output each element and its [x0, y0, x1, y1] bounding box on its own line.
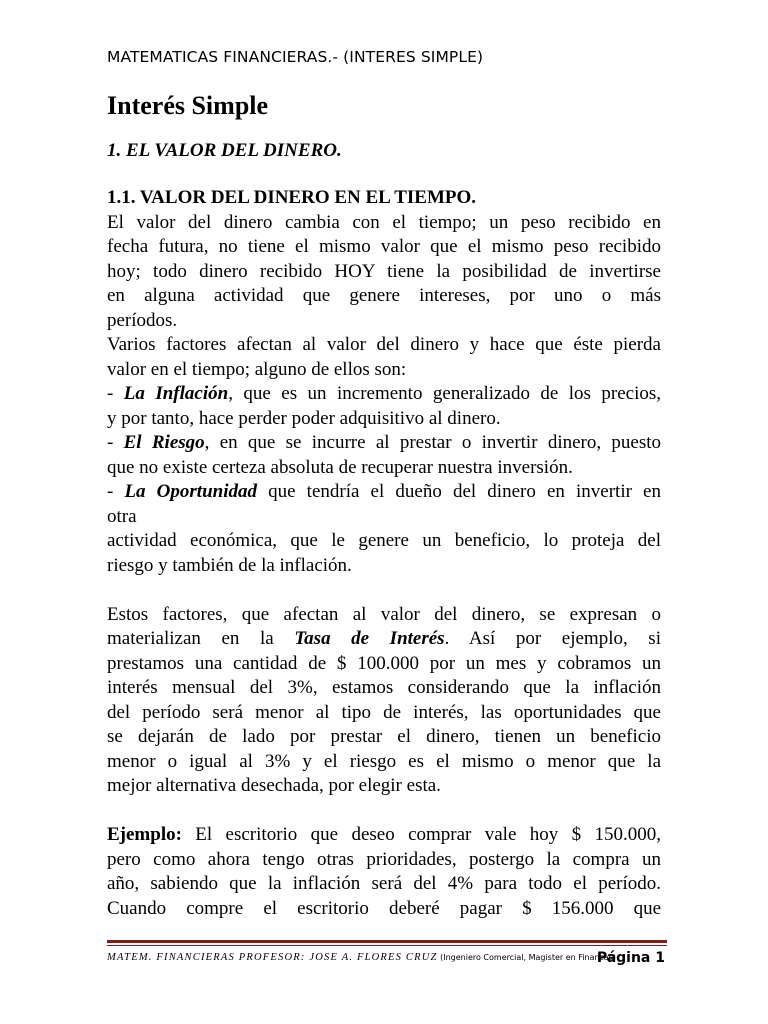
opportunity-line-4: riesgo y también de la inflación. [107, 554, 352, 576]
page-number: Página 1 [596, 950, 665, 966]
rate-line: interés mensual del 3%, estamos considerando que la inflación [107, 677, 661, 698]
footer-author-name: MATEM. FINANCIERAS PROFESOR: JOSE A. FLORES CRUZ [107, 952, 438, 963]
risk-item [107, 431, 661, 456]
rate-line: menor o igual al 3% y el riesgo es el mismo o menor que la [107, 750, 661, 772]
rate-line: Estos factores, que afectan al valor del dinero, se expresan o [107, 603, 661, 625]
example-label: Ejemplo: [107, 824, 182, 845]
risk-term: El Riesgo [123, 432, 205, 453]
section-heading-1: 1. EL VALOR DEL DINERO. [107, 140, 342, 161]
intro-line: fecha futura, no tiene el mismo valor que el mismo peso recibido [107, 236, 661, 257]
paragraph-gap [107, 799, 661, 824]
footer-rule [107, 940, 667, 943]
intro-line: períodos. [107, 309, 178, 331]
inflation-item [107, 382, 661, 407]
bullet-dash: - [107, 383, 124, 404]
rate-line-2-pre: materializan en la [107, 628, 295, 649]
intro-line: hoy; todo dinero recibido HOY tiene la posibilidad de invertirse [107, 260, 661, 282]
interest-rate-term: Tasa de Interés [294, 628, 445, 649]
intro-line: El valor del dinero cambia con el tiempo; un peso recibido en [107, 211, 661, 233]
footer-author-credentials: (Ingeniero Comercial, Magister en Finanzas) [437, 953, 616, 962]
inflation-text: , que es un incremento generalizado de los precios, [228, 383, 662, 404]
example-line: pero como ahora tengo otras prioridades, postergo la compra un [107, 848, 661, 870]
page-footer [107, 950, 667, 968]
example-line: año, sabiendo que la inflación será del 4% para todo el período. [107, 873, 661, 894]
paragraph-gap [107, 578, 661, 603]
rate-line: prestamos una cantidad de $ 100.000 por un mes y cobramos un [107, 652, 661, 674]
footer-author [107, 952, 616, 963]
example-text: El escritorio que deseo comprar vale hoy $ 150.000, [181, 824, 661, 845]
bullet-dash: - [107, 481, 125, 502]
example-line [107, 823, 661, 848]
rate-line-2-post: . Así por ejemplo, si [444, 628, 661, 649]
opportunity-text: que tendría el dueño del dinero en invertir en [257, 481, 661, 502]
opportunity-line-2: otra [107, 505, 137, 527]
page-header: MATEMATICAS FINANCIERAS.- (INTERES SIMPLE) [107, 48, 484, 66]
risk-line-2: que no existe certeza absoluta de recuperar nuestra inversión. [107, 456, 573, 478]
factors-line: valor en el tiempo; alguno de ellos son: [107, 358, 407, 380]
inflation-line-2: y por tanto, hace perder poder adquisitivo al dinero. [107, 407, 501, 429]
inflation-term: La Inflación [123, 383, 229, 404]
footer-rule [107, 945, 667, 946]
risk-text: , en que se incurre al prestar o invertir dinero, puesto [204, 432, 662, 453]
opportunity-term: La Oportunidad [124, 481, 257, 502]
document-body [107, 186, 661, 921]
rate-line: del período será menor al tipo de interés, las oportunidades que [107, 701, 661, 723]
intro-line: en alguna actividad que genere intereses, por uno o más [107, 285, 661, 306]
bullet-dash: - [107, 432, 124, 453]
opportunity-line-3: actividad económica, que le genere un beneficio, lo proteja del [107, 530, 661, 551]
opportunity-item [107, 480, 661, 505]
rate-line: mejor alternativa desechada, por elegir esta. [107, 775, 441, 796]
section-heading-1-1: 1.1. VALOR DEL DINERO EN EL TIEMPO. [107, 187, 477, 208]
example-line: Cuando compre el escritorio deberé pagar $ 156.000 que [107, 897, 661, 919]
rate-line [107, 627, 661, 652]
rate-line: se dejarán de lado por prestar el dinero, tienen un beneficio [107, 726, 661, 747]
factors-line: Varios factores afectan al valor del dinero y hace que éste pierda [107, 334, 661, 355]
page-title: Interés Simple [107, 91, 269, 120]
